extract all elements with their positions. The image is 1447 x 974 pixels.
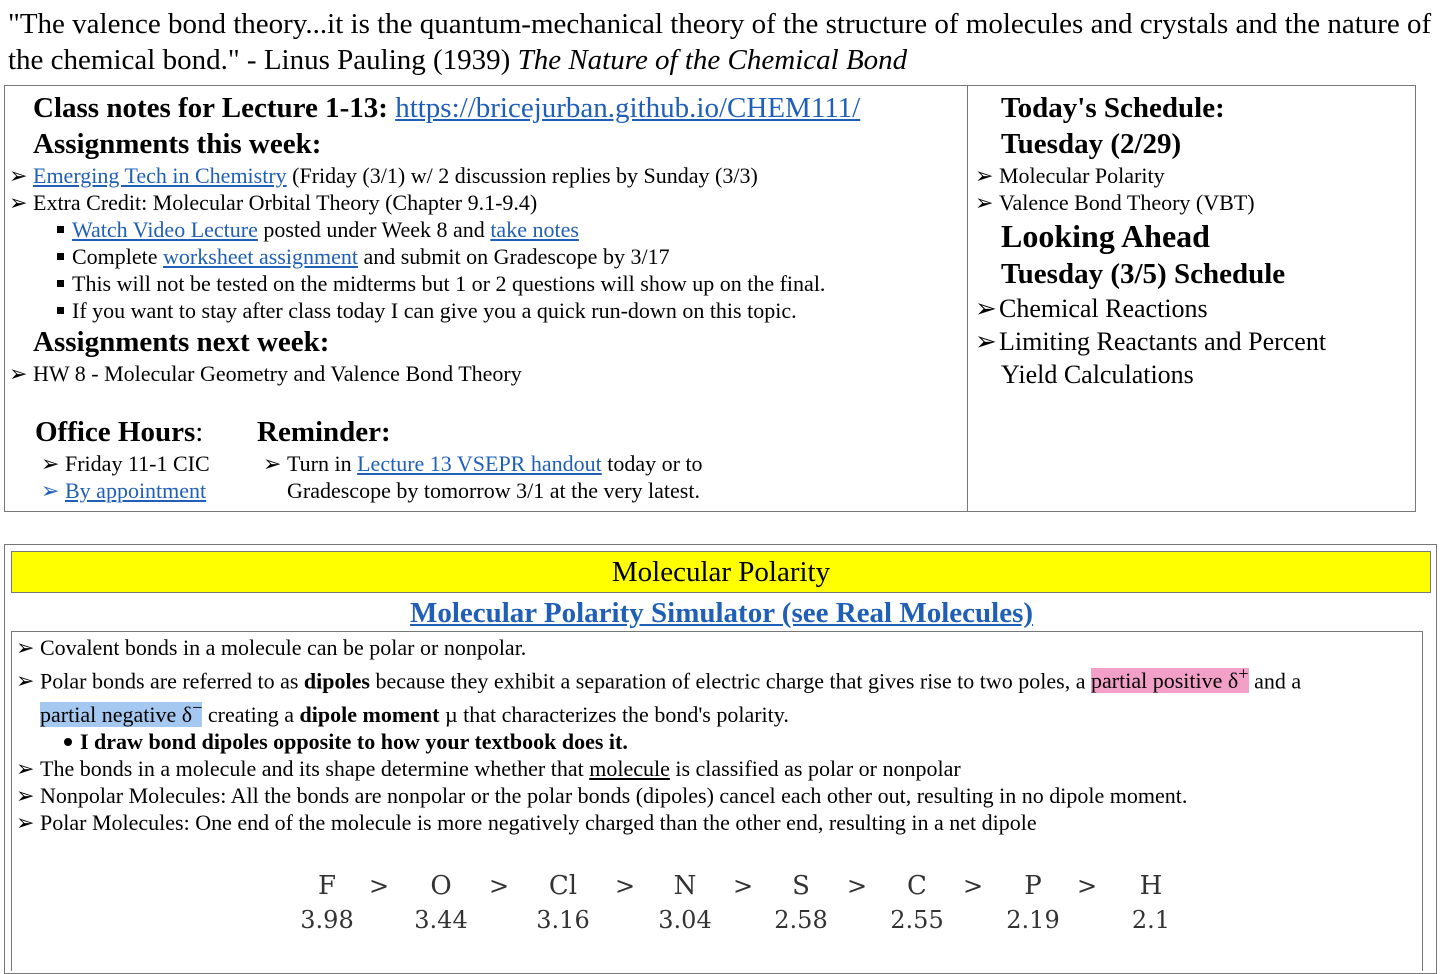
polarity-panel	[4, 544, 1437, 974]
greater-than-sign: >	[962, 872, 984, 900]
list-item-text: (Friday (3/1) w/ 2 discussion replies by Sunday (3/3)	[286, 163, 758, 188]
element-symbol: N	[673, 871, 697, 901]
list-item-text: creating a	[202, 701, 300, 727]
schedule-item: Valence Bond Theory (VBT)	[999, 190, 1255, 215]
square-bullet-icon	[57, 307, 64, 314]
list-item-text: Covalent bonds in a molecule can be polar or nonpolar.	[40, 635, 527, 660]
arrow-bullet-icon: ➢	[16, 635, 35, 660]
quote-book-title: The Nature of the Chemical Bond	[517, 44, 908, 76]
quote-text: "The valence bond theory...it is the quantum-mechanical theory of the structure of molecules and crystals and the nature of the chemical bond." - Linus Pauling (1939)	[8, 8, 1432, 76]
vsepr-handout-link[interactable]: Lecture 13 VSEPR handout	[357, 451, 602, 476]
greater-than-sign: >	[732, 872, 754, 900]
element-value: 2.55	[890, 906, 944, 934]
office-hours-title	[35, 414, 265, 450]
element-symbol: Cl	[548, 871, 578, 901]
sub-item-text: posted under Week 8 and	[257, 217, 491, 242]
notes-column	[9, 90, 959, 387]
sub-list-item	[9, 243, 959, 270]
list-item-text: Nonpolar Molecules: All the bonds are nonpolar or the polar bonds (dipoles) cancel each other out, resulting in no dipole moment.	[40, 782, 1188, 808]
list-item-text: µ that characterizes the bond's polarity.	[439, 701, 789, 727]
list-item	[35, 450, 265, 477]
element-value: 2.19	[1006, 906, 1060, 934]
list-item-text: Extra Credit: Molecular Orbital Theory (Chapter 9.1-9.4)	[33, 190, 538, 215]
reminder	[257, 414, 777, 504]
polarity-simulator-link[interactable]: Molecular Polarity Simulator (see Real Molecules)	[409, 597, 1034, 629]
sub-list-item	[9, 297, 959, 324]
list-item	[16, 634, 1420, 661]
element-value: 3.04	[658, 906, 712, 934]
greater-than-sign: >	[1076, 872, 1098, 900]
partial-positive-highlight	[1091, 664, 1249, 694]
arrow-bullet-icon: ➢	[975, 190, 994, 215]
greater-than-sign: >	[846, 872, 868, 900]
element-symbol: F	[317, 871, 337, 901]
element-symbol: S	[792, 871, 810, 901]
class-notes-line	[9, 90, 959, 126]
square-bullet-icon	[57, 280, 64, 287]
square-bullet-icon	[57, 253, 64, 260]
partial-positive-sup: +	[1238, 664, 1249, 684]
list-item-text: Polar Molecules: One end of the molecule is more negatively charged than the other end, resulting in a net dipole	[40, 809, 1037, 835]
sub-item-text: and submit on Gradescope by 3/17	[357, 244, 670, 269]
list-item	[9, 162, 959, 189]
element-value: 2.1	[1131, 906, 1171, 934]
greater-than-sign: >	[368, 872, 390, 900]
schedule-date: Tuesday (2/29)	[1001, 128, 1182, 160]
office-hours-colon: :	[195, 416, 204, 448]
polarity-content	[11, 631, 1423, 971]
class-notes-link[interactable]: https://bricejurban.github.io/CHEM111/	[395, 92, 861, 124]
list-item-continuation	[975, 358, 1415, 391]
schedule-item: Molecular Polarity	[999, 163, 1165, 188]
info-panel	[4, 85, 1416, 512]
arrow-bullet-icon: ➢	[16, 782, 35, 808]
polarity-list	[16, 634, 1420, 836]
arrow-bullet-icon: ➢	[16, 755, 35, 781]
sim-link-row	[5, 595, 1438, 631]
element-value: 3.44	[414, 906, 468, 934]
greater-than-sign: >	[488, 872, 510, 900]
column-divider	[967, 86, 968, 511]
pauling-quote	[8, 6, 1438, 78]
polarity-heading: Molecular Polarity	[11, 551, 1431, 593]
office-hours-time: Friday 11-1 CIC	[65, 451, 210, 476]
list-item-text: because they exhibit a separation of electric charge that gives rise to two poles, a	[369, 668, 1091, 694]
office-hours-label: Office Hours	[35, 416, 196, 448]
square-bullet-icon	[57, 226, 64, 233]
element-symbol: H	[1139, 871, 1163, 901]
partial-negative-text: partial negative δ	[40, 701, 193, 727]
element-value: 3.98	[300, 906, 354, 934]
arrow-bullet-icon: ➢	[9, 361, 28, 386]
list-item	[16, 661, 1420, 728]
arrow-bullet-icon: ➢	[9, 190, 28, 215]
reminder-title: Reminder:	[257, 416, 391, 448]
ahead-item: Yield Calculations	[1001, 360, 1194, 389]
molecule-term: molecule	[589, 755, 670, 781]
schedule-title: Today's Schedule:	[1001, 92, 1225, 124]
arrow-bullet-icon: ➢	[9, 163, 28, 188]
reminder-continuation: Gradescope by tomorrow 3/1 at the very latest.	[287, 478, 700, 503]
reminder-text: today or to	[601, 451, 703, 476]
list-item	[257, 450, 777, 477]
arrow-bullet-icon: ➢	[975, 163, 994, 188]
this-week-title: Assignments this week:	[33, 128, 322, 160]
list-item	[9, 189, 959, 216]
arrow-bullet-icon: ➢	[16, 809, 35, 835]
list-item-text: and a	[1248, 668, 1302, 694]
element-value: 2.58	[774, 906, 828, 934]
arrow-bullet-icon: ➢	[41, 451, 60, 476]
list-item-text: Polar bonds are referred to as	[40, 668, 304, 694]
list-item	[16, 809, 1420, 836]
looking-ahead-date: Tuesday (3/5) Schedule	[1001, 258, 1286, 290]
element-symbol: O	[430, 871, 452, 901]
partial-positive-text: partial positive δ	[1091, 668, 1239, 694]
dot-bullet-icon	[64, 738, 72, 746]
element-value: 3.16	[536, 906, 590, 934]
office-hours	[35, 414, 265, 504]
ahead-item: Chemical Reactions	[999, 294, 1208, 323]
arrow-bullet-icon: ➢	[16, 668, 35, 694]
list-item-text: The bonds in a molecule and its shape determine whether that	[40, 755, 590, 781]
dipole-moment-term: dipole moment	[299, 701, 440, 727]
list-item	[975, 162, 1415, 189]
emerging-tech-link[interactable]: Emerging Tech in Chemistry	[33, 163, 287, 188]
list-item-text: HW 8 - Molecular Geometry and Valence Bond Theory	[33, 361, 522, 386]
arrow-bullet-icon: ➢	[41, 478, 60, 503]
next-week-title: Assignments next week:	[33, 326, 330, 358]
list-item	[35, 477, 265, 504]
sub-item-text: Complete	[72, 244, 164, 269]
continuation	[16, 697, 789, 727]
class-notes-label: Class notes for Lecture 1-13:	[33, 92, 396, 124]
sub-item-text: If you want to stay after class today I can give you a quick run-down on this topic.	[72, 298, 797, 323]
schedule-column	[975, 90, 1415, 391]
list-item	[975, 325, 1415, 358]
reminder-text: Turn in	[287, 451, 358, 476]
looking-ahead-title: Looking Ahead	[1001, 218, 1210, 254]
sub-item-text: This will not be tested on the midterms but 1 or 2 questions will show up on the final.	[72, 271, 826, 296]
list-item	[16, 755, 1420, 782]
arrow-bullet-icon: ➢	[975, 327, 997, 356]
list-item	[975, 292, 1415, 325]
list-item	[975, 189, 1415, 216]
arrow-bullet-icon: ➢	[975, 294, 997, 323]
watch-video-link[interactable]: Watch Video Lecture	[72, 217, 258, 242]
worksheet-link[interactable]: worksheet assignment	[163, 244, 358, 269]
take-notes-link[interactable]: take notes	[490, 217, 579, 242]
ahead-item: Limiting Reactants and Percent	[999, 327, 1327, 356]
sub-list-item	[9, 216, 959, 243]
dipoles-term: dipoles	[303, 668, 370, 694]
sub-list-item	[9, 270, 959, 297]
sub-item-text: I draw bond dipoles opposite to how your textbook does it.	[80, 728, 628, 754]
partial-negative-sup: −	[192, 697, 203, 718]
element-symbol: C	[907, 871, 927, 901]
greater-than-sign: >	[614, 872, 636, 900]
electronegativity-series	[292, 870, 1192, 950]
list-item-text: is classified as polar or nonpolar	[669, 755, 961, 781]
by-appointment-link[interactable]: By appointment	[65, 478, 207, 503]
partial-negative-highlight	[40, 697, 203, 727]
sub-list-item	[16, 728, 1420, 755]
list-item	[9, 360, 959, 387]
element-symbol: P	[1024, 871, 1042, 901]
list-item	[16, 782, 1420, 809]
arrow-bullet-icon: ➢	[263, 451, 282, 476]
